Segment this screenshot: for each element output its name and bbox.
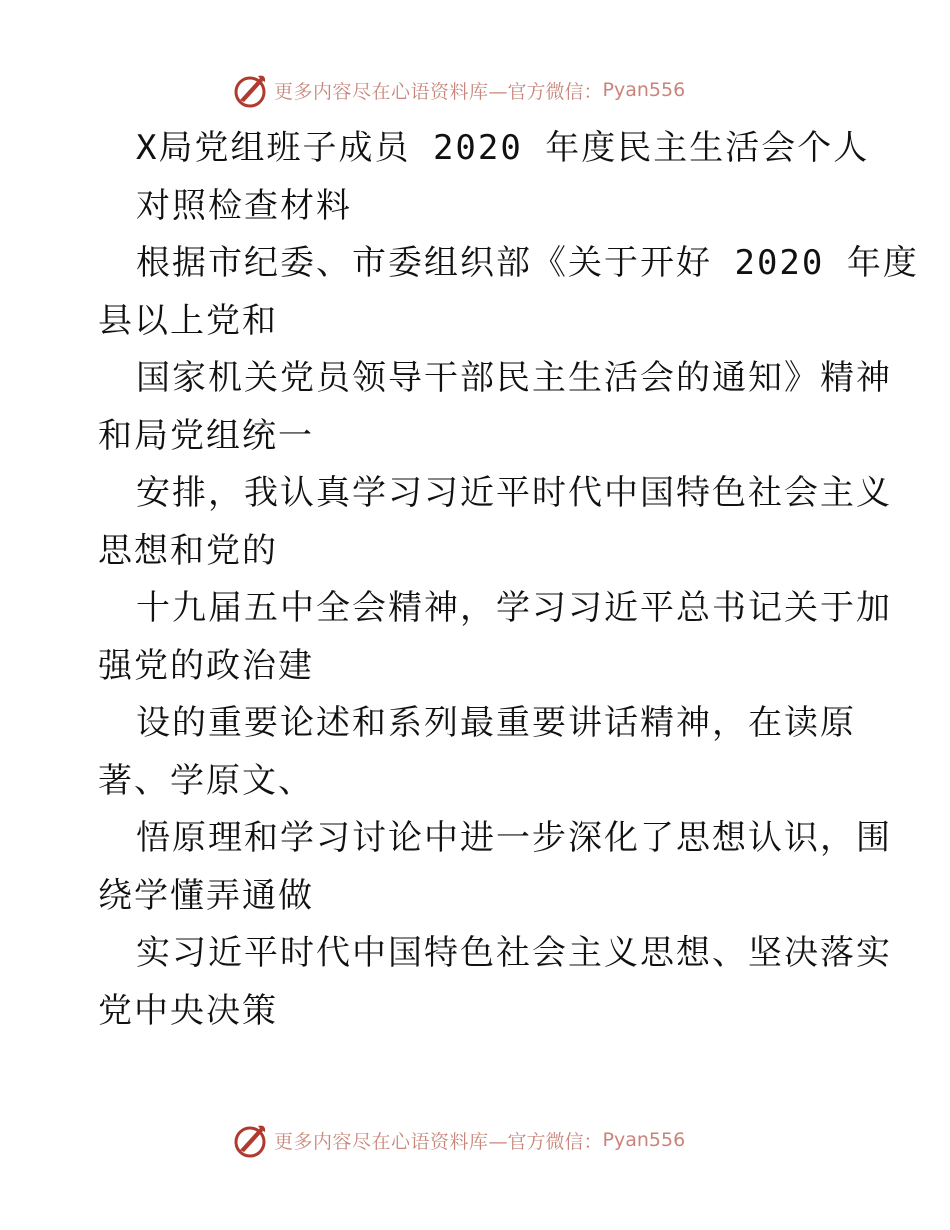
banner-text: 更多内容尽在心语资料库 xyxy=(274,1130,489,1153)
banner-wechat-id: Pyan556 xyxy=(602,1129,686,1151)
text-line: 悟原理和学习讨论中进一步深化了思想认识，围 xyxy=(136,818,892,858)
title-line-2: 对照检查材料 xyxy=(136,185,352,226)
text-line: 强党的政治建 xyxy=(98,645,314,686)
header-banner xyxy=(230,68,750,112)
text-line: 绕学懂弄通做 xyxy=(98,875,314,916)
banner-separator: —官方微信： xyxy=(488,1130,603,1153)
text-line: 根据市纪委、市委组织部《关于开好 2020 年度 xyxy=(136,243,919,283)
banner-separator: —官方微信： xyxy=(488,80,603,103)
quill-pen-logo-icon xyxy=(230,1120,270,1160)
text-line: 安排，我认真学习习近平时代中国特色社会主义 xyxy=(136,473,892,513)
banner-text: 更多内容尽在心语资料库 xyxy=(274,80,489,103)
text-line: 和局党组统一 xyxy=(98,415,314,456)
text-line: 国家机关党员领导干部民主生活会的通知》精神 xyxy=(136,358,892,398)
text-line: 党中央决策 xyxy=(98,990,278,1031)
text-line: 思想和党的 xyxy=(98,530,278,571)
text-line: 设的重要论述和系列最重要讲话精神，在读原 xyxy=(136,703,856,743)
text-line: 实习近平时代中国特色社会主义思想、坚决落实 xyxy=(136,933,892,973)
quill-pen-logo-icon xyxy=(230,70,270,110)
text-line: 县以上党和 xyxy=(98,300,278,341)
document-body xyxy=(98,120,919,1040)
footer-banner xyxy=(230,1118,750,1162)
title-line-1: X局党组班子成员 2020 年度民主生活会个人 xyxy=(136,128,870,168)
text-line: 著、学原文、 xyxy=(98,760,314,801)
text-line: 十九届五中全会精神，学习习近平总书记关于加 xyxy=(136,588,892,628)
banner-wechat-id: Pyan556 xyxy=(602,79,686,101)
